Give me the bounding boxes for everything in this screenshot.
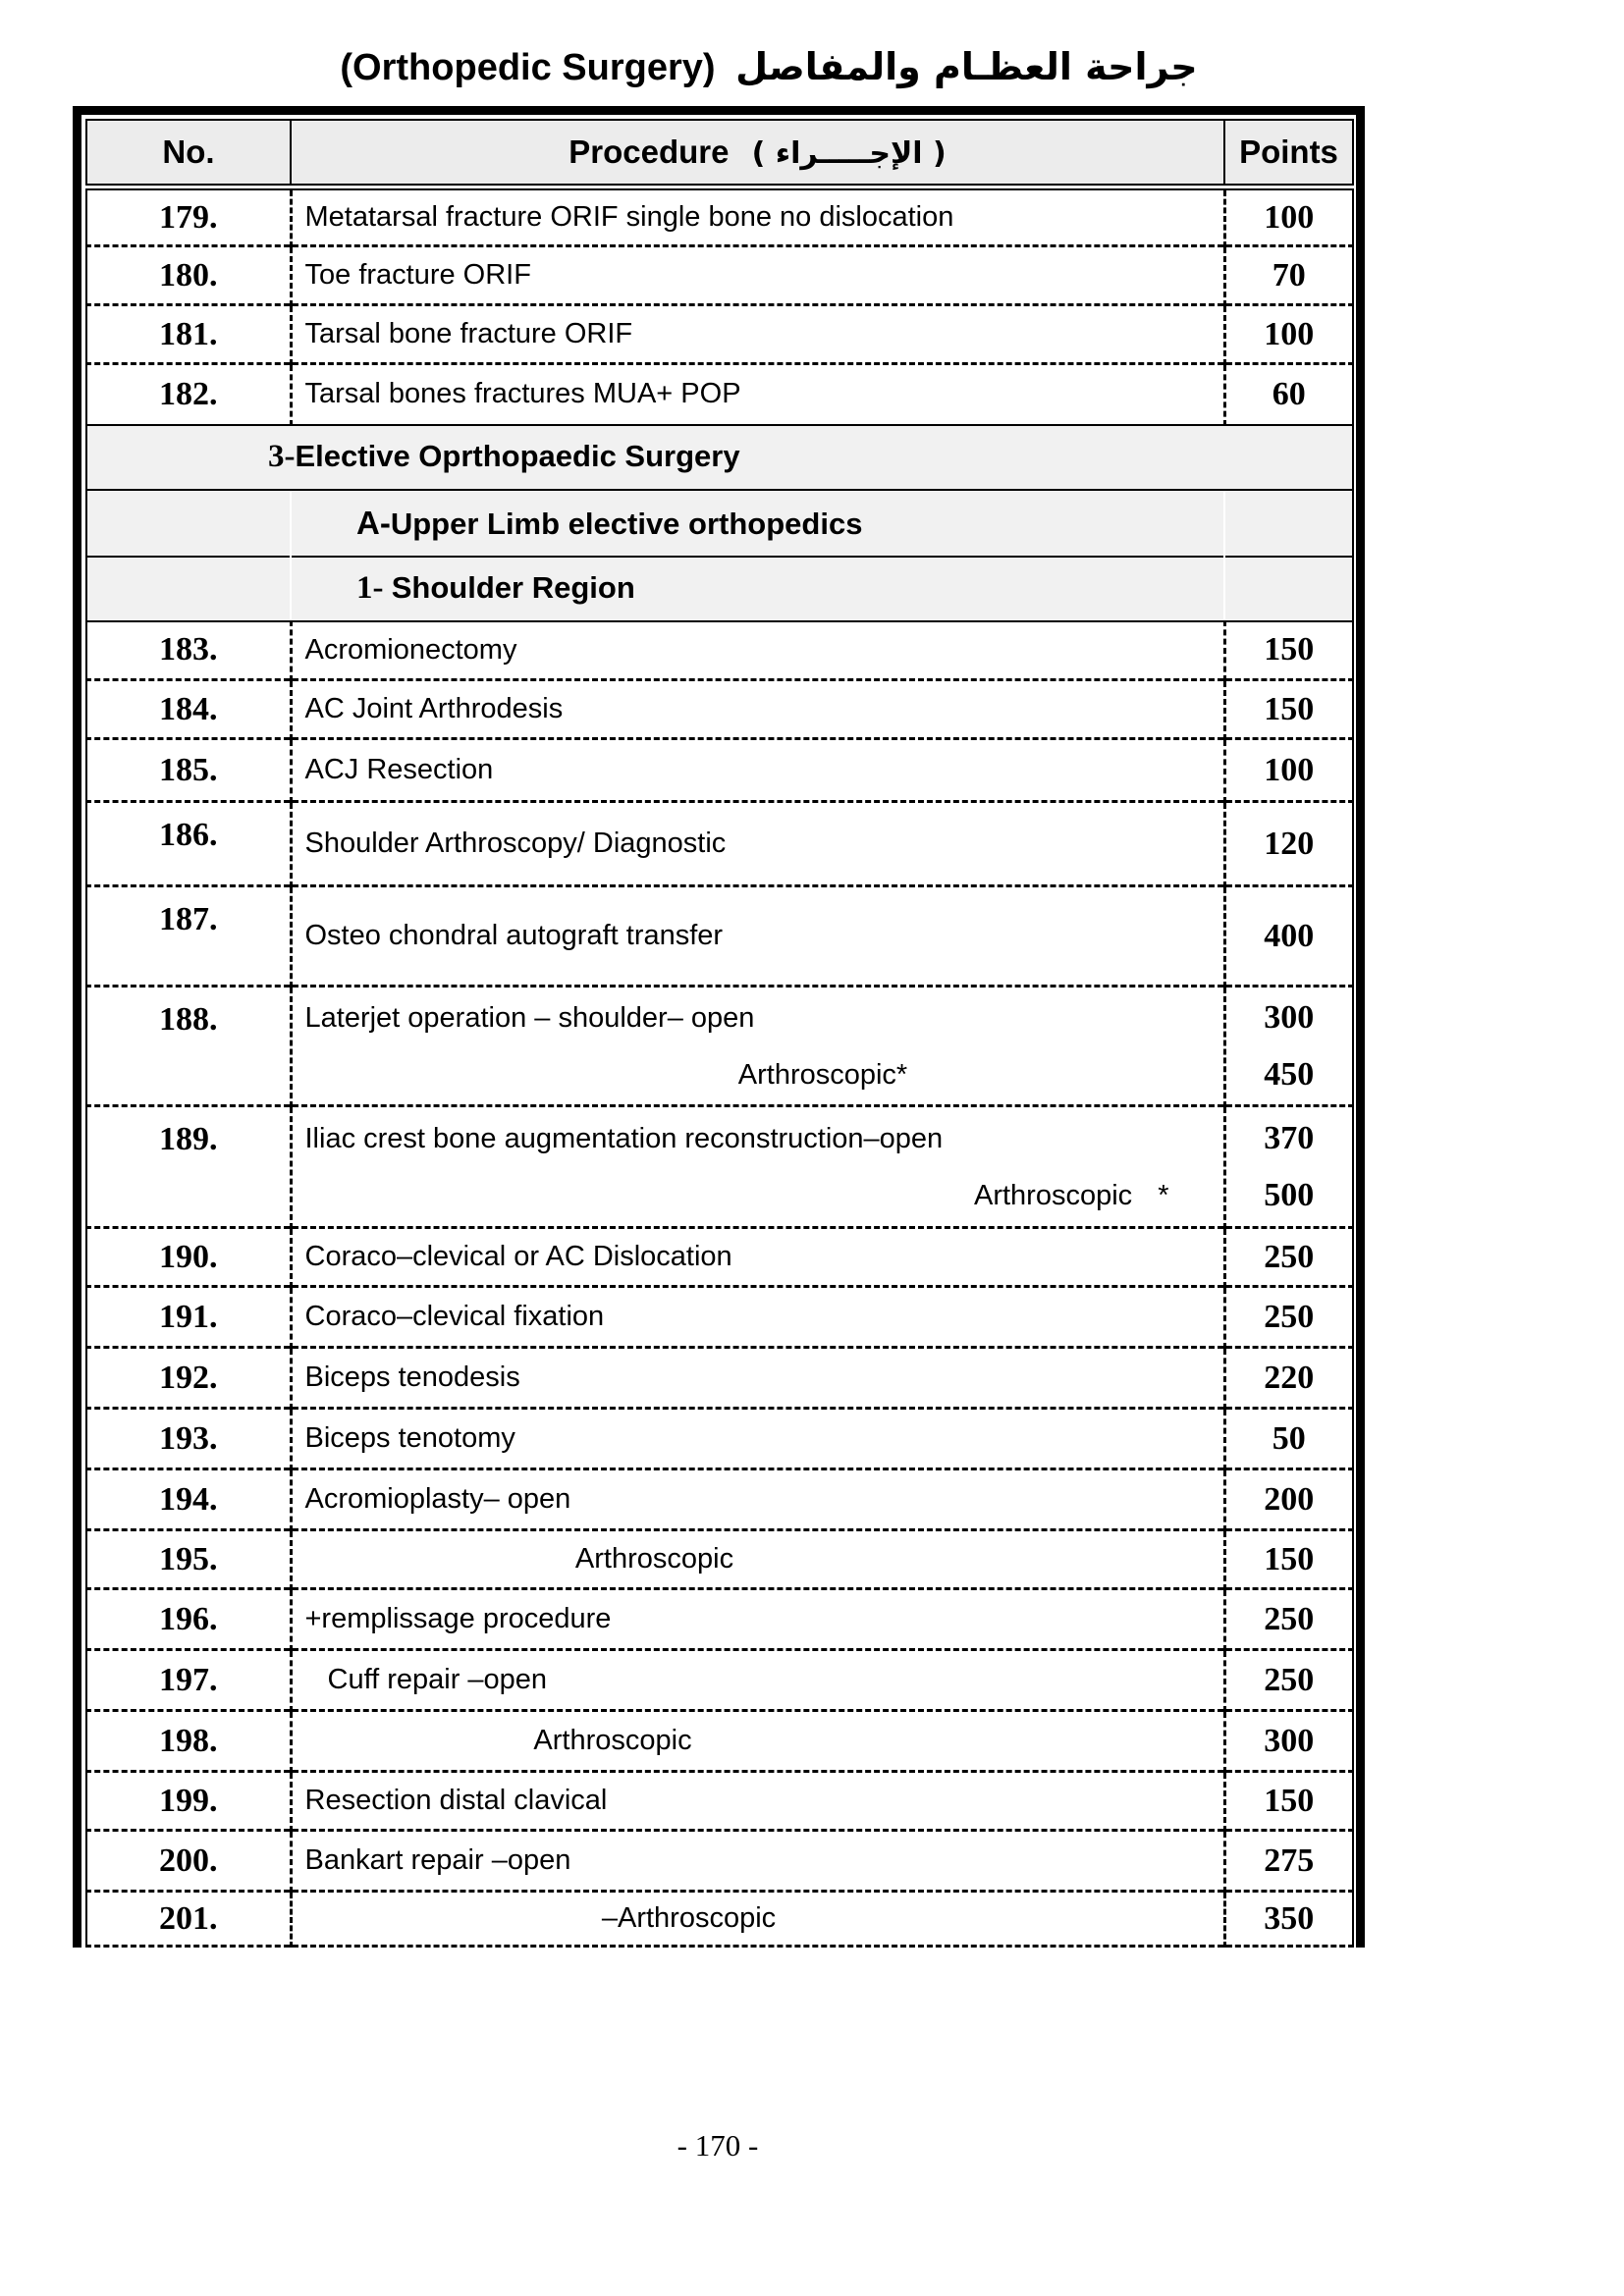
table-row: [86, 305, 1353, 364]
table-row: [86, 739, 1353, 802]
section-row-elective-orthopaedic-surgery: [86, 425, 1353, 490]
no-cell: 193.: [86, 1409, 291, 1469]
procedure-line2: Arthroscopic*: [737, 1058, 908, 1091]
no-cell: 192.: [86, 1348, 291, 1409]
procedure-cell: Arthroscopic: [291, 1711, 1224, 1772]
points-cell: 150: [1224, 621, 1353, 680]
procedure-cell: Toe fracture ORIF: [291, 246, 1224, 305]
page-title: [124, 45, 1414, 89]
table-row: [86, 1589, 1353, 1650]
empty-points-cell: [1224, 490, 1353, 557]
empty-points-cell: [1224, 557, 1353, 621]
procedure-cell: Coraco–clevical or AC Dislocation: [291, 1228, 1224, 1287]
no-cell: 188.: [86, 987, 291, 1106]
no-cell: 199.: [86, 1772, 291, 1831]
no-cell: 196.: [86, 1589, 291, 1650]
points-cell: [1224, 1106, 1353, 1228]
points-cell: 50: [1224, 1409, 1353, 1469]
points-cell: 300: [1224, 1711, 1353, 1772]
table-row: [86, 1650, 1353, 1711]
section-row-shoulder-region: [86, 557, 1353, 621]
column-header-procedure: [291, 120, 1224, 187]
points-cell: 70: [1224, 246, 1353, 305]
points-cell: 200: [1224, 1469, 1353, 1530]
procedure-cell: Bankart repair –open: [291, 1831, 1224, 1892]
table-row: [86, 1892, 1353, 1947]
no-cell: 184.: [86, 680, 291, 739]
no-cell: 182.: [86, 364, 291, 425]
no-cell: 183.: [86, 621, 291, 680]
procedure-cell: [291, 1106, 1224, 1228]
no-cell: 195.: [86, 1530, 291, 1589]
points-cell: 350: [1224, 1892, 1353, 1947]
section-label-cell: [291, 490, 1224, 557]
section-prefix: 1-: [356, 570, 392, 606]
table-row: [86, 1831, 1353, 1892]
points-cell: 120: [1224, 802, 1353, 886]
points-cell: 150: [1224, 1530, 1353, 1589]
table-row: [86, 1409, 1353, 1469]
table-row: [86, 1348, 1353, 1409]
no-cell: 200.: [86, 1831, 291, 1892]
procedure-cell: Acromioplasty– open: [291, 1469, 1224, 1530]
no-cell: 187.: [86, 886, 291, 987]
points-cell: 150: [1224, 1772, 1353, 1831]
table-row: [86, 187, 1353, 246]
procedures-table: [85, 119, 1354, 1948]
section-prefix: A-: [356, 504, 391, 541]
procedures-table-frame: [73, 106, 1365, 1948]
page-number: - 170 -: [677, 2128, 759, 2163]
column-header-no: No.: [86, 120, 291, 187]
procedure-cell: Resection distal clavical: [291, 1772, 1224, 1831]
points-cell: 220: [1224, 1348, 1353, 1409]
page-title-arabic: جراحة العظـام والمفاصل: [735, 45, 1198, 88]
empty-no-cell: [86, 490, 291, 557]
table-row: [86, 1530, 1353, 1589]
procedure-cell: +remplissage procedure: [291, 1589, 1224, 1650]
points-cell: 250: [1224, 1650, 1353, 1711]
table-row: [86, 364, 1353, 425]
procedure-cell: Biceps tenodesis: [291, 1348, 1224, 1409]
no-cell: 185.: [86, 739, 291, 802]
points-cell: 100: [1224, 187, 1353, 246]
empty-no-cell: [86, 557, 291, 621]
table-row: [86, 987, 1353, 1106]
points-cell: 250: [1224, 1228, 1353, 1287]
procedure-cell: Arthroscopic: [291, 1530, 1224, 1589]
points-cell: 150: [1224, 680, 1353, 739]
points-cell: [1224, 987, 1353, 1106]
points-cell: 250: [1224, 1287, 1353, 1348]
procedure-cell: Cuff repair –open: [291, 1650, 1224, 1711]
column-header-procedure-ar: ( الإجـــــراء ): [751, 136, 947, 171]
points-line1: 370: [1264, 1119, 1315, 1156]
section-label-cell: [291, 557, 1224, 621]
points-line1: 300: [1264, 998, 1315, 1036]
column-header-points: Points: [1224, 120, 1353, 187]
section-row-upper-limb: [86, 490, 1353, 557]
table-row: [86, 802, 1353, 886]
procedure-cell: Metatarsal fracture ORIF single bone no dislocation: [291, 187, 1224, 246]
table-row: [86, 886, 1353, 987]
table-row: [86, 1772, 1353, 1831]
table-row: [86, 1228, 1353, 1287]
procedure-line1: Iliac crest bone augmentation reconstruction–open: [304, 1122, 944, 1154]
no-cell: 201.: [86, 1892, 291, 1947]
procedure-cell: –Arthroscopic: [291, 1892, 1224, 1947]
no-cell: 197.: [86, 1650, 291, 1711]
table-row: [86, 1106, 1353, 1228]
points-cell: 60: [1224, 364, 1353, 425]
column-header-procedure-en: Procedure: [568, 133, 730, 170]
procedure-cell: ACJ Resection: [291, 739, 1224, 802]
no-cell: 191.: [86, 1287, 291, 1348]
no-cell: 198.: [86, 1711, 291, 1772]
procedure-cell: AC Joint Arthrodesis: [291, 680, 1224, 739]
procedure-cell: Shoulder Arthroscopy/ Diagnostic: [291, 802, 1224, 886]
procedure-cell: Osteo chondral autograft transfer: [291, 886, 1224, 987]
no-cell: 189.: [86, 1106, 291, 1228]
table-row: [86, 1469, 1353, 1530]
procedure-cell: Coraco–clevical fixation: [291, 1287, 1224, 1348]
points-cell: 275: [1224, 1831, 1353, 1892]
procedure-cell: Tarsal bone fracture ORIF: [291, 305, 1224, 364]
points-line2: 500: [1264, 1176, 1315, 1213]
section-label-cell: [86, 425, 1353, 490]
procedure-line2: Arthroscopic *: [973, 1179, 1169, 1211]
no-cell: 194.: [86, 1469, 291, 1530]
no-cell: 186.: [86, 802, 291, 886]
section-label: Elective Oprthopaedic Surgery: [295, 439, 740, 473]
table-header-row: [86, 120, 1353, 187]
section-prefix: 3-: [268, 439, 296, 474]
table-row: [86, 1711, 1353, 1772]
table-row: [86, 1287, 1353, 1348]
points-cell: 400: [1224, 886, 1353, 987]
procedure-cell: Acromionectomy: [291, 621, 1224, 680]
points-cell: 100: [1224, 739, 1353, 802]
procedure-cell: Biceps tenotomy: [291, 1409, 1224, 1469]
procedure-line1: Laterjet operation – shoulder– open: [304, 1001, 755, 1034]
table-row: [86, 680, 1353, 739]
points-line2: 450: [1264, 1055, 1315, 1093]
section-label: Upper Limb elective orthopedics: [390, 506, 863, 541]
procedure-cell: [291, 987, 1224, 1106]
page-title-english: (Orthopedic Surgery): [340, 47, 716, 88]
procedure-cell: Tarsal bones fractures MUA+ POP: [291, 364, 1224, 425]
table-row: [86, 246, 1353, 305]
points-cell: 100: [1224, 305, 1353, 364]
no-cell: 190.: [86, 1228, 291, 1287]
no-cell: 181.: [86, 305, 291, 364]
table-row: [86, 621, 1353, 680]
section-label: Shoulder Region: [391, 570, 635, 605]
points-cell: 250: [1224, 1589, 1353, 1650]
no-cell: 179.: [159, 198, 218, 236]
no-cell: 180.: [86, 246, 291, 305]
